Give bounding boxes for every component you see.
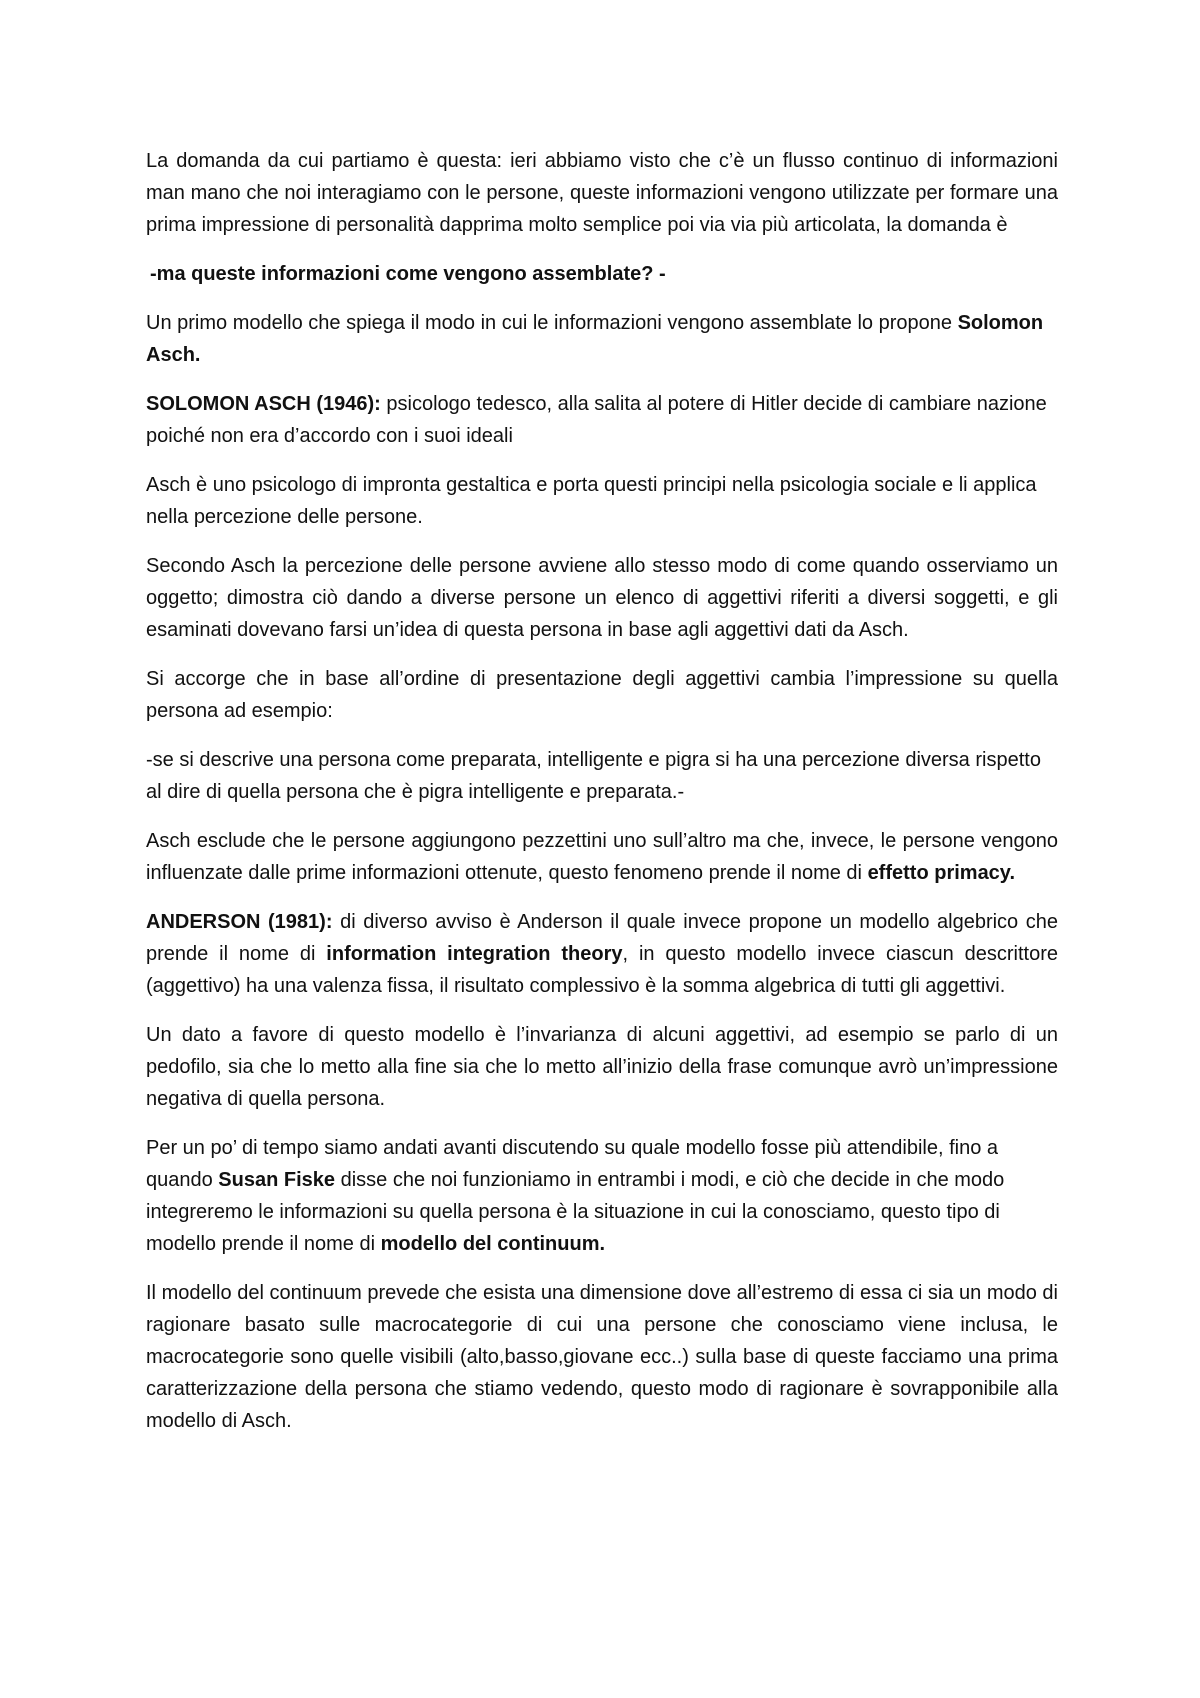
paragraph-gestalt [146,469,1058,533]
paragraph-primacy [146,825,1058,889]
perception-text: Secondo Asch la percezione delle persone avviene allo stesso modo di come quando osserviamo un oggetto; dimostra ciò dando a diverse persone un elenco di aggettivi riferiti a diversi soggetti, e gli esaminati dovevano farsi un’idea di questa persona in base agli aggettivi dati da Asch. [146,555,1058,641]
paragraph-invariance [146,1019,1058,1115]
continuum-text: Il modello del continuum prevede che esista una dimensione dove all’estremo di essa ci sia un modo di ragionare basato sulle macrocategorie di cui una persone che conosciamo viene inclusa, le macrocategorie sono quelle visibili (alto,basso,giovane ecc..) sulla base di queste facciamo una prima caratterizzazione della persona che stiamo vedendo, questo modo di ragionare è sovrapponibile alla modello di Asch. [146,1282,1058,1432]
paragraph-question [150,258,1058,290]
invariance-text: Un dato a favore di questo modello è l’invarianza di alcuni aggettivi, ad esempio se parlo di un pedofilo, sia che lo metto alla fine sia che lo metto all’inizio della frase comunque avrò un’impressione negativa di quella persona. [146,1024,1058,1110]
anderson-text-2: , in questo modello invece ciascun descrittore (aggettivo) ha una valenza fissa, il risultato complessivo è la somma algebrica di tutti gli aggettivi. [146,943,1059,997]
information-integration-term: information integration theory [326,943,623,965]
first-model-text: Un primo modello che spiega il modo in cui le informazioni vengono assemblate lo propone [146,312,958,334]
paragraph-fiske [146,1132,1058,1260]
primacy-term: effetto primacy. [867,862,1016,884]
solomon-asch-text: psicologo tedesco, alla salita al potere di Hitler decide di cambiare nazione poiché non era d’accordo con i suoi ideali [146,393,1047,447]
order-text: Si accorge che in base all’ordine di presentazione degli aggettivi cambia l’impressione su quella persona ad esempio: [146,668,1058,722]
fiske-text-2: disse che noi funzioniamo in entrambi i modi, e ciò che decide in che modo integreremo le informazioni su quella persona è la situazione in cui la conosciamo, questo tipo di modello prende il nome di [146,1169,1005,1255]
primacy-text: Asch esclude che le persone aggiungono pezzettini uno sull’altro ma che, invece, le persone vengono influenzate dalle prime informazioni ottenute, questo fenomeno prende il nome di [146,830,1058,884]
document-page [146,145,1058,1454]
example-text: -se si descrive una persona come preparata, intelligente e pigra si ha una percezione diversa rispetto al dire di quella persona che è pigra intelligente e preparata.- [146,749,1041,803]
paragraph-intro-text: La domanda da cui partiamo è questa: ieri abbiamo visto che c’è un flusso continuo di informazioni man mano che noi interagiamo con le persone, queste informazioni vengono utilizzate per formare una prima impressione di personalità dapprima molto semplice poi via via più articolata, la domanda è [146,150,1058,236]
question-text: -ma queste informazioni come vengono assemblate? - [150,263,666,285]
solomon-asch-name: Solomon Asch. [146,312,1044,366]
paragraph-solomon-asch [146,388,1058,452]
anderson-text-1: di diverso avviso è Anderson il quale invece propone un modello algebrico che prende il nome di [146,911,1059,965]
paragraph-intro [146,145,1058,241]
continuum-model-term: modello del continuum. [380,1233,606,1255]
paragraph-anderson [146,906,1058,1002]
gestalt-text: Asch è uno psicologo di impronta gestaltica e porta questi principi nella psicologia sociale e li applica nella percezione delle persone. [146,474,1037,528]
paragraph-perception [146,550,1058,646]
paragraph-example [146,744,1058,808]
anderson-heading: ANDERSON (1981): [146,911,333,933]
paragraph-continuum [146,1277,1058,1437]
susan-fiske-name: Susan Fiske [218,1169,336,1191]
paragraph-order [146,663,1058,727]
solomon-asch-heading: SOLOMON ASCH (1946): [146,393,381,415]
paragraph-first-model [146,307,1058,371]
fiske-text-1: Per un po’ di tempo siamo andati avanti discutendo su quale modello fosse più attendibile, fino a quando [146,1137,999,1191]
